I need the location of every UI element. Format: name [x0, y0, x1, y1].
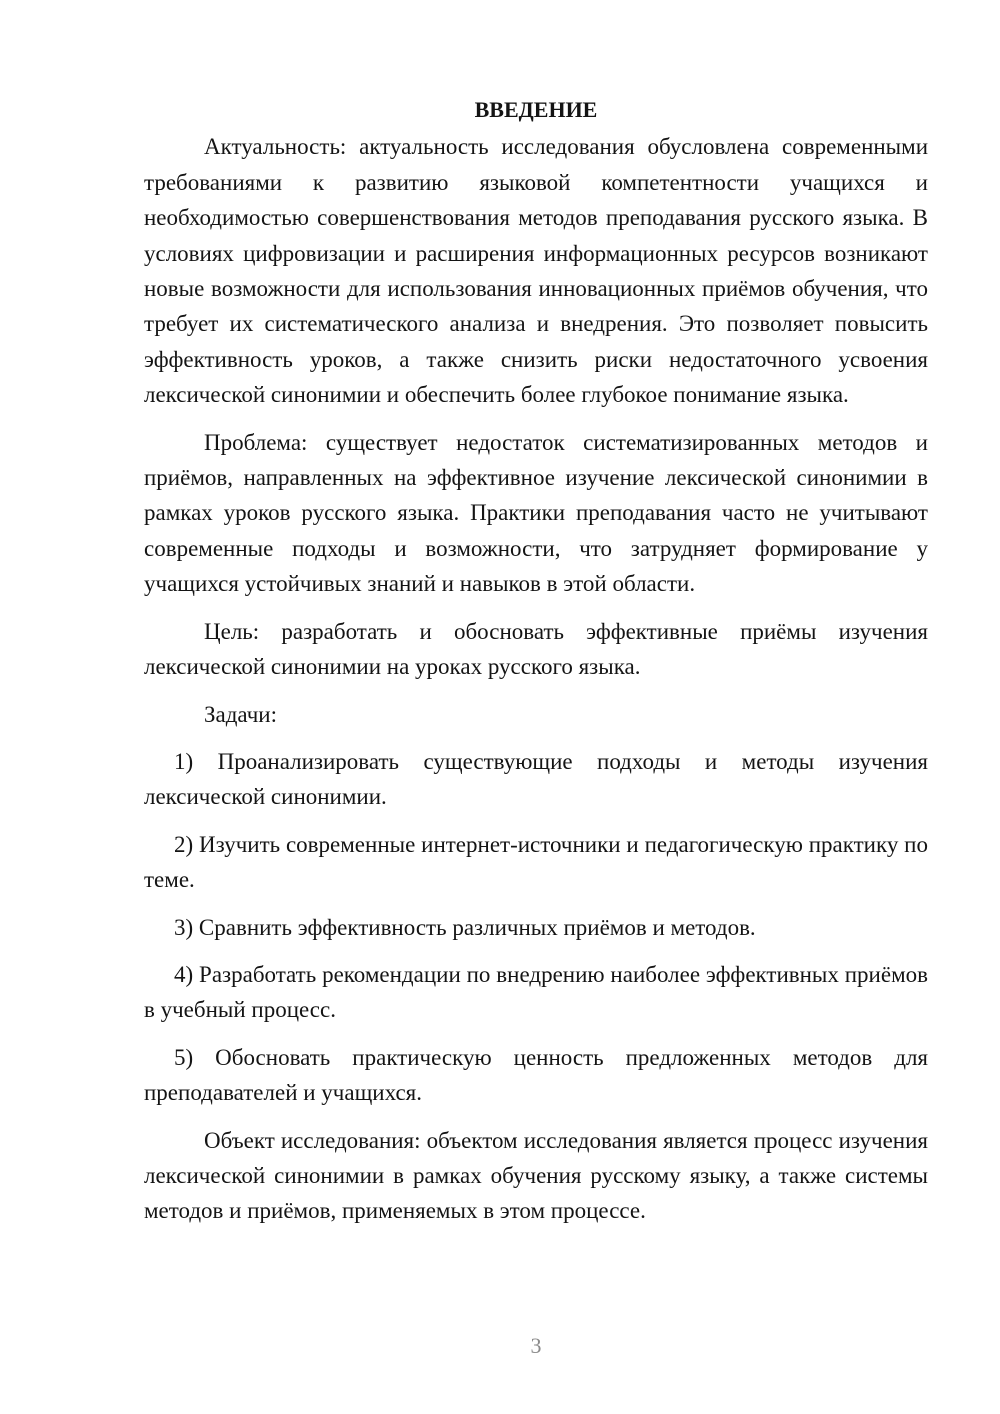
paragraph-object: Объект исследования: объектом исследования является процесс изучения лексической синонимии в рамках обучения русскому языку, а также системы методов и приёмов, применяемых в этом процессе. — [144, 1127, 928, 1224]
task-item-3: 3) Сравнить эффективность различных приёмов и методов. — [174, 914, 756, 940]
document-page — [144, 92, 928, 1229]
paragraph-problem: Проблема: существует недостаток систематизированных методов и приёмов, направленных на эффективное изучение лексической синонимии в рамках уроков русского языка. Практики преподавания часто не учитывают современные подходы и возможности, что затрудняет формирование у учащихся устойчивых знаний и навыков в этой области. — [144, 429, 928, 597]
tasks-heading: Задачи: — [204, 701, 277, 727]
paragraph-relevance: Актуальность: актуальность исследования обусловлена современными требованиями к развитию языковой компетентности учащихся и необходимостью совершенствования методов преподавания русского языка. В условиях цифровизации и расширения информационных ресурсов возникают новые возможности для использования инновационных приёмов обучения, что требует их систематического анализа и внедрения. Это позволяет повысить эффективность уроков, а также снизить риски недостаточного усвоения лексической синонимии и обеспечить более глубокое понимание языка. — [144, 134, 928, 408]
page-number: 3 — [530, 1333, 542, 1358]
task-item-5: 5) Обосновать практическую ценность предложенных методов для преподавателей и учащихся. — [144, 1044, 928, 1106]
task-item-2: 2) Изучить современные интернет-источники и педагогическую практику по теме. — [144, 831, 928, 893]
section-heading: ВВЕДЕНИЕ — [474, 97, 598, 122]
task-item-4: 4) Разработать рекомендации по внедрению наиболее эффективных приёмов в учебный процесс. — [144, 961, 928, 1023]
task-item-1: 1) Проанализировать существующие подходы и методы изучения лексической синонимии. — [144, 748, 928, 810]
paragraph-goal: Цель: разработать и обосновать эффективные приёмы изучения лексической синонимии на уроках русского языка. — [144, 618, 928, 680]
